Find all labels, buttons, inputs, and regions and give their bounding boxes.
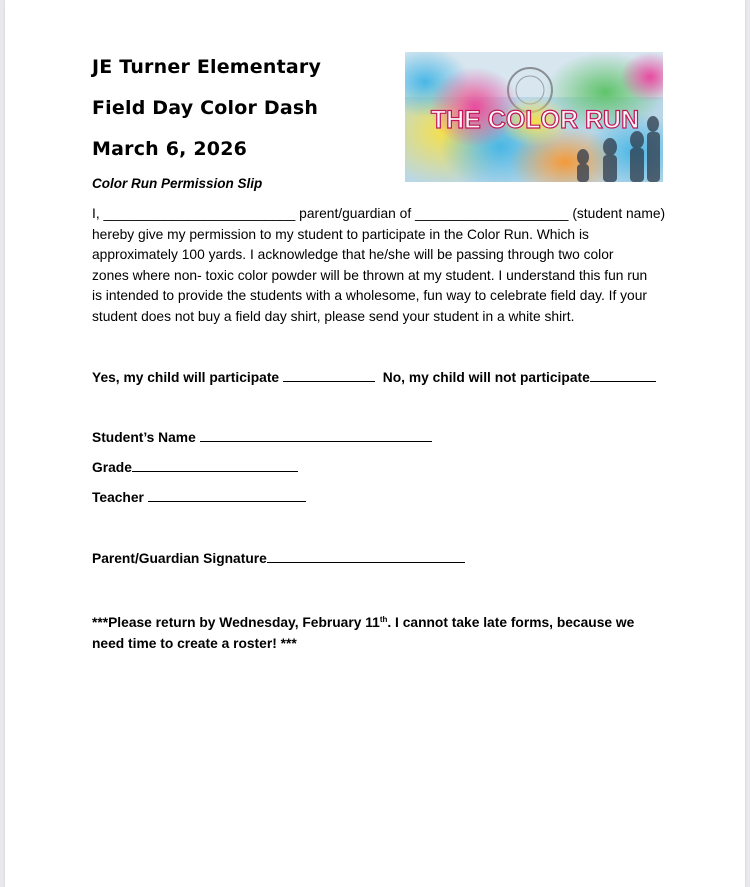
permission-body-line: is intended to provide the students with a wholesome, fun way to celebrate field day. If your [92, 288, 648, 304]
participation-choice-row [92, 369, 656, 385]
event-name-heading: Field Day Color Dash [92, 97, 319, 119]
signature-label: Parent/Guardian Signature [92, 551, 267, 566]
grade-label: Grade [92, 460, 132, 475]
grade-blank[interactable] [132, 459, 298, 472]
color-run-banner-image [405, 52, 663, 182]
return-deadline-note [92, 610, 662, 654]
student-name-hint-text: (student name) [568, 206, 666, 221]
student-name-label: Student’s Name [92, 430, 196, 445]
permission-body-line: approximately 100 yards. I acknowledge that he/she will be passing through two color [92, 247, 614, 263]
no-participate-blank[interactable] [590, 369, 656, 382]
yes-participate-blank[interactable] [283, 369, 375, 382]
signature-blank[interactable] [267, 550, 465, 563]
permission-body-line: zones where non- toxic color powder will be thrown at my student. I understand this fun run [92, 267, 648, 283]
permission-body-line: student does not buy a field day shirt, please send your student in a white shirt. [92, 308, 575, 324]
document-page [5, 0, 745, 887]
student-name-row [92, 429, 432, 445]
deadline-reason-text: . I cannot take late forms, because we [387, 615, 635, 630]
school-name-heading: JE Turner Elementary [92, 56, 322, 78]
deadline-second-line: need time to create a roster! *** [92, 635, 297, 651]
teacher-label: Teacher [92, 490, 144, 505]
teacher-blank[interactable] [148, 489, 306, 502]
grade-row [92, 459, 298, 475]
permission-paragraph [92, 204, 666, 328]
parent-name-blank[interactable]: _________________________ [103, 206, 296, 221]
parent-guardian-of-text: parent/guardian of [295, 206, 416, 221]
event-date-heading: March 6, 2026 [92, 138, 248, 160]
student-name-inline-blank[interactable]: ____________________ [415, 206, 569, 221]
no-participate-label: No, my child will not participate [382, 370, 590, 385]
date-superscript: th [379, 615, 388, 624]
teacher-row [92, 489, 306, 505]
permission-first-line [92, 204, 666, 225]
yes-participate-label: Yes, my child will participate [92, 370, 280, 385]
deadline-text: ***Please return by Wednesday, February 11 [92, 615, 380, 630]
signature-row [92, 550, 465, 566]
student-name-blank[interactable] [200, 429, 432, 442]
permission-body-line: hereby give my permission to my student to participate in the Color Run. Which is [92, 226, 589, 242]
permission-prefix-text: I, [92, 206, 104, 221]
banner-logo-text: THE COLOR RUN [430, 106, 640, 134]
form-title: Color Run Permission Slip [92, 176, 263, 191]
